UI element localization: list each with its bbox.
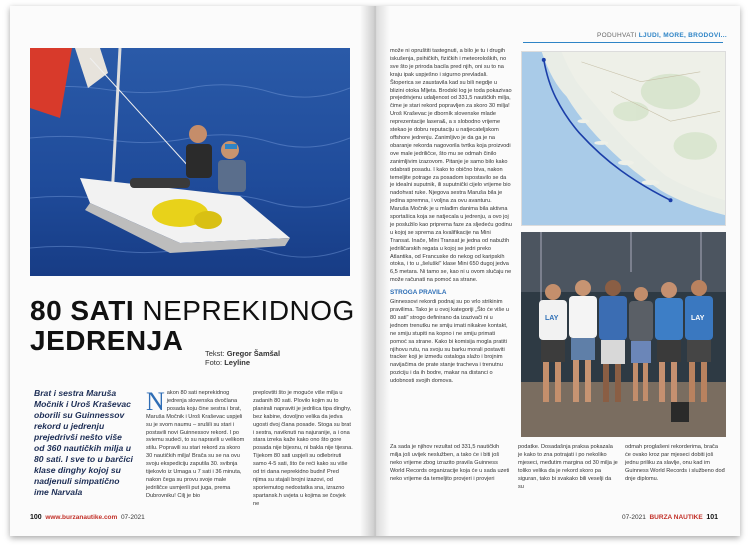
footer-issue-left: 07-2021 [120,514,145,521]
article-credits [205,349,280,367]
article-lead: Brat i sestra Maruša Močnik i Uroš Kraševac oborili su Guinnessov rekord u jedrenju prejedrivši nešto više od 360 nautičkih milja u 80 sati. I sve to u barčici klase dinghy kojoj su nadjenuli simpatično ime Narvala [34,388,133,497]
sailing-photo [30,48,350,276]
photo-credit-author: Leyline [224,358,251,367]
text-credit-author: Gregor Šamšal [226,349,281,358]
paragraph: Štoperica se zaustavila kad su bili negdje u blizini otoka Mljeta. Brodski log je toda pokazivao prejedrivjenu udaljenost od 331,5 nautičkih milja, čime je stari rekord popravljen za skoro 30 milja! [390,79,512,110]
footer-url[interactable]: www.burzanautike.com [45,514,118,521]
paragraph: može ni opruštiti tastegnuti, a bilo je tu i drugih iskušenja, psihičkih, fizičkih i meteoroloških, no sve što je priroda bacila pred njih, oni su to na kraju ipak uspješno i sigurno prevladali. [390,48,507,78]
footer-issue-right: 07-2021 [622,514,646,521]
dropcap: N [146,387,165,416]
right-footer [622,514,718,521]
body-column-3 [390,48,512,386]
subheading: STROGA PRAVILA [390,289,447,297]
article-headline [30,296,360,356]
header-rule [523,42,723,43]
footer-magazine: BURZA NAUTIKE [649,514,703,521]
section-prefix: PODUHVATI [597,32,637,39]
paragraph: Uroš Kraševac je dborník slovenske mlade reprezentacije lasera&, a s slobodno vrijeme stekao je dobru reputaciju u natjecateljskom offshore jedrenju. Zanimljivo je da ga je na obaranje rekorda nagovorila tvrtka koja proizvodi ove male jedriličce, što mu se odmah činilo zanimljivim izazovom. Pitanje je samo bilo kako odabrati posadu. I kako to obično biva, nakon temeljite potrage za posadom ispostavilo se da je idealni suputnik, ili suputnički cijelo vrijeme bio nadohvat ruke. Njegova sestra Maruša bila je jedina spremna, i voljna za ovu avanturu. [390,111,511,205]
crew-photo [521,232,726,437]
crew-shirt-label: LAY [691,315,705,322]
paragraph: Ginnessovi rekordi podnaj su po vrlo strikinim pravilima. Tako je u ovoj kategoriji „Što će više u 80 sati" strogo definirano da izazivači ni u jednom trenutku ne smiju imati nikakve kontakt, ne smiju stupiti na kopno i ne smiju primati pomoć sa strane. Kako bi komisija mogla pratiti njihovu rutu, na svoju su barku morali postaviti tracker koji je između ostaloga slažo i brojnim navijačima de prate stanje tracheva i trenutnu poziciju i da ih bodre, makar na distanci o udobnosti svojih domova. [390,299,509,385]
body-column-2: preplovtiti što je moguće više milja u zadanih 80 sati. Plovilo kojim su to planirali napraviti je jedrilica tipa dinghy, bez kabine, dovoljno velika da jedva ugosti dvoj člana posade. Stoga su brat i sestra, naviknuti na najuranije, a i ona stara izreka kaže kako ono što gore posada nije bijesnu, ni bakla nije tijesna. Tijekom 80 sati uspjeli su odlebriruti samo 4-5 sati, što če reći kako su više od tri dana neprekidno budni! Pred njima su stajali brojni izazovi, od sporiemutog nedostatka sna, izrazno spartansk.h uvjeta u kojima se čovjek ne [253,390,353,507]
headline-bold: 80 SATI [30,295,135,326]
text-credit-label: Tekst: [205,349,225,358]
left-page [10,6,375,536]
magazine-spread [10,6,740,536]
body-column-6: odmah proglašeni rekorderima, brača će ovako kroz par mjeseci dobiti još jednu priliku za slavlje, onu kad im Guinness World Records i službeno dođ dnje diplomu. [625,444,725,482]
page-number-right: 101 [706,514,718,521]
left-footer [30,514,145,521]
body-column-5: podatke. Dosadašnja praksa pokazala je kako to zna potrajati i po nekoliko mjeseci, međutim margina od 30 milja je toliko velika da je rekord skoro pa siguran, tako bi svakako bili veselji da su [518,444,618,490]
section-header [597,32,727,39]
crew-shirt-label: LAY [545,315,559,322]
photo-credit-label: Foto: [205,358,223,367]
right-page [375,6,740,536]
page-number-left: 100 [30,514,42,521]
body-column-4: Za sada je njihov rezultat od 331,5 nautičkih milja još uvijek neslužben, a tako će i biti još neko vrijeme zbog izrazito pravila Guinness World Records organizacije koja će u sada uzeti neko vrijeme da temeljito provjeri i provjeri [390,444,510,482]
body-column-1-text: akon 80 sati neprekidnog jedrenja slovenska dvočlana posada koju čine sestra i brat, Maruša Močnik i Uroš Kraševac uspjeli su je svom naumu – srušili su stari i postavili novi Guinnessov rekord. I po sviemu sudeći, to su napravili u velikom stilu. Popravili su stari rekord za skoro 30 nautičkih milja! Brača su se na ovu svoju ekspediciju zaputila 30. svibnja tijekovlo iz Umaga u 7 sati i 36 minuta, nakon čega su provu svoje male jedriličce usmjerili put juga, prema Dubrovniku! Cilj je bio [146,390,245,499]
headline-line2: JEDRENJA [30,325,184,356]
route-map [521,51,726,226]
paragraph: Maruša Močnik je u mlađim danima bila aktivna sportašica koja se natjecala u jedrenju, a ovo joj je poslužilo kao priprema faze za sljedeću godinu u kojoj se sprema za kvalifikacije na Mini Transat. Inače, Mini Transat je jedna od nabužih jedriličarskih regata u kojoj se jedri preko Atlantika, od Francuske do nekog od karipskih otoka, i to u „šeluški" klase Mini 650 dugoj jedva 6,5 metara. Ni tamo se, kao ni u ovom slučaju ne može računati na pomoć sa strane. [390,206,512,284]
section-highlight: LJUDI, MORE, BRODOVI... [638,32,727,39]
body-column-1 [146,387,246,501]
headline-thin: NEPREKIDNOG [134,295,355,326]
